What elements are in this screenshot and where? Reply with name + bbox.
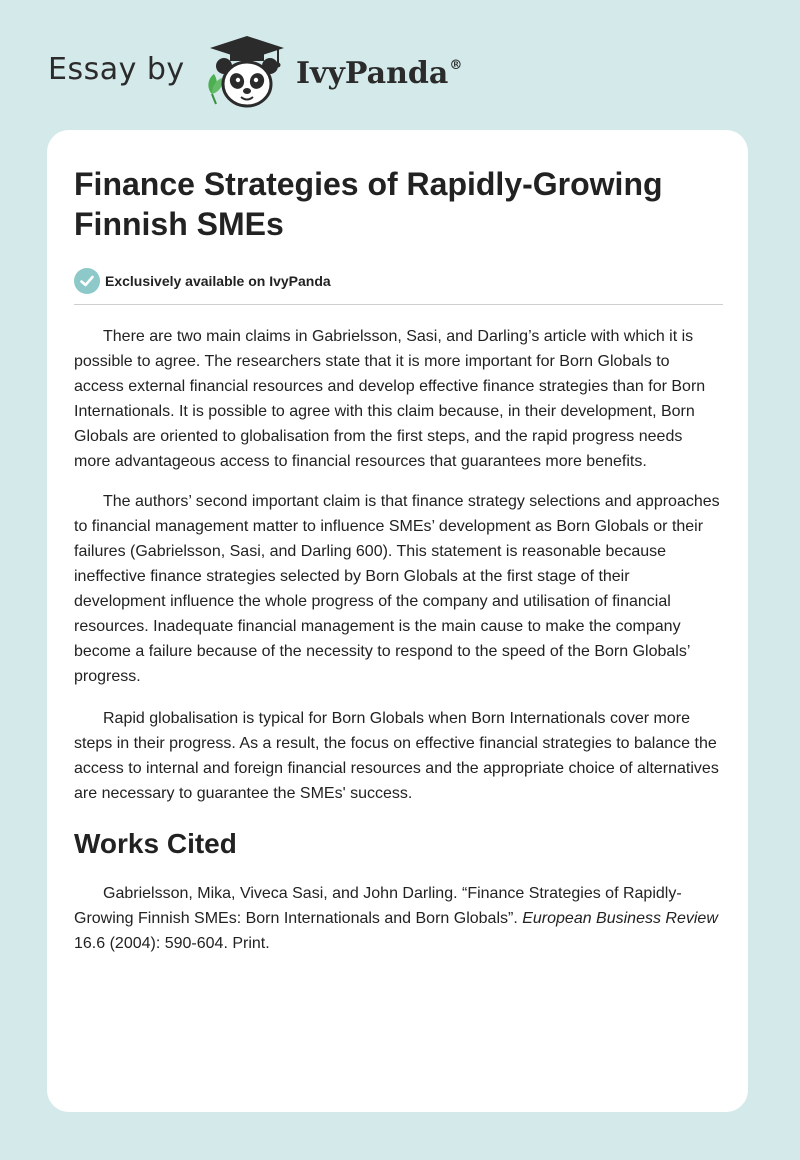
citation-text: Gabrielsson, Mika, Viveca Sasi, and John Darling. “Finance Strategies of Rapidly-Growing Finnish SMEs: Born Internationals and Born Globals”. [74,885,682,927]
citation-journal: European Business Review [522,910,718,927]
works-cited-heading: Works Cited [74,828,237,859]
registered-mark: ® [449,58,463,73]
divider [74,304,723,305]
essay-card [47,130,748,1112]
exclusive-badge [74,268,723,294]
brand-name[interactable] [296,56,462,91]
panda-logo-icon[interactable] [204,34,290,110]
body-paragraph: Rapid globalisation is typical for Born Globals when Born Internationals cover more steps in their progress. As a result, the focus on effective financial strategies to balance the access to internal and foreign financial resources and the appropriate choice of alternatives are necessary to guarantee the SMEs' success. [74,710,719,802]
essay-content [74,164,723,956]
body-paragraph: The authors’ second important claim is that finance strategy selections and approaches to financial management matter to influence SMEs’ development as Born Globals or their failures (Gabrielsson, Sasi, and Darling 600). This statement is reasonable because ineffective finance strategies selected by Born Globals at the first stage of their development influence the whole progress of the company and utilisation of financial resources. Inadequate financial management is the main cause to make the company become a failure because of the necessity to respond to the speed of the Born Globals’ progress. [74,493,720,685]
citation-details: 16.6 (2004): 590-604. Print. [74,935,270,952]
citation-entry [74,881,723,956]
site-header [48,34,648,114]
essay-title: Finance Strategies of Rapidly-Growing Finnish SMEs [74,166,663,242]
essay-by-label: Essay by [48,52,185,87]
checkmark-icon [74,268,100,294]
brand-label: IvyPanda [296,56,449,91]
exclusive-badge-label: Exclusively available on IvyPanda [105,273,331,289]
body-paragraph: There are two main claims in Gabrielsson, Sasi, and Darling’s article with which it is possible to agree. The researchers state that it is more important for Born Globals to access external financial resources and develop effective finance strategies than for Born Internationals. It is possible to agree with this claim because, in their development, Born Globals are oriented to globalisation from the first steps, and the rapid progress needs more advantageous access to financial resources that guarantees more benefits. [74,328,706,470]
